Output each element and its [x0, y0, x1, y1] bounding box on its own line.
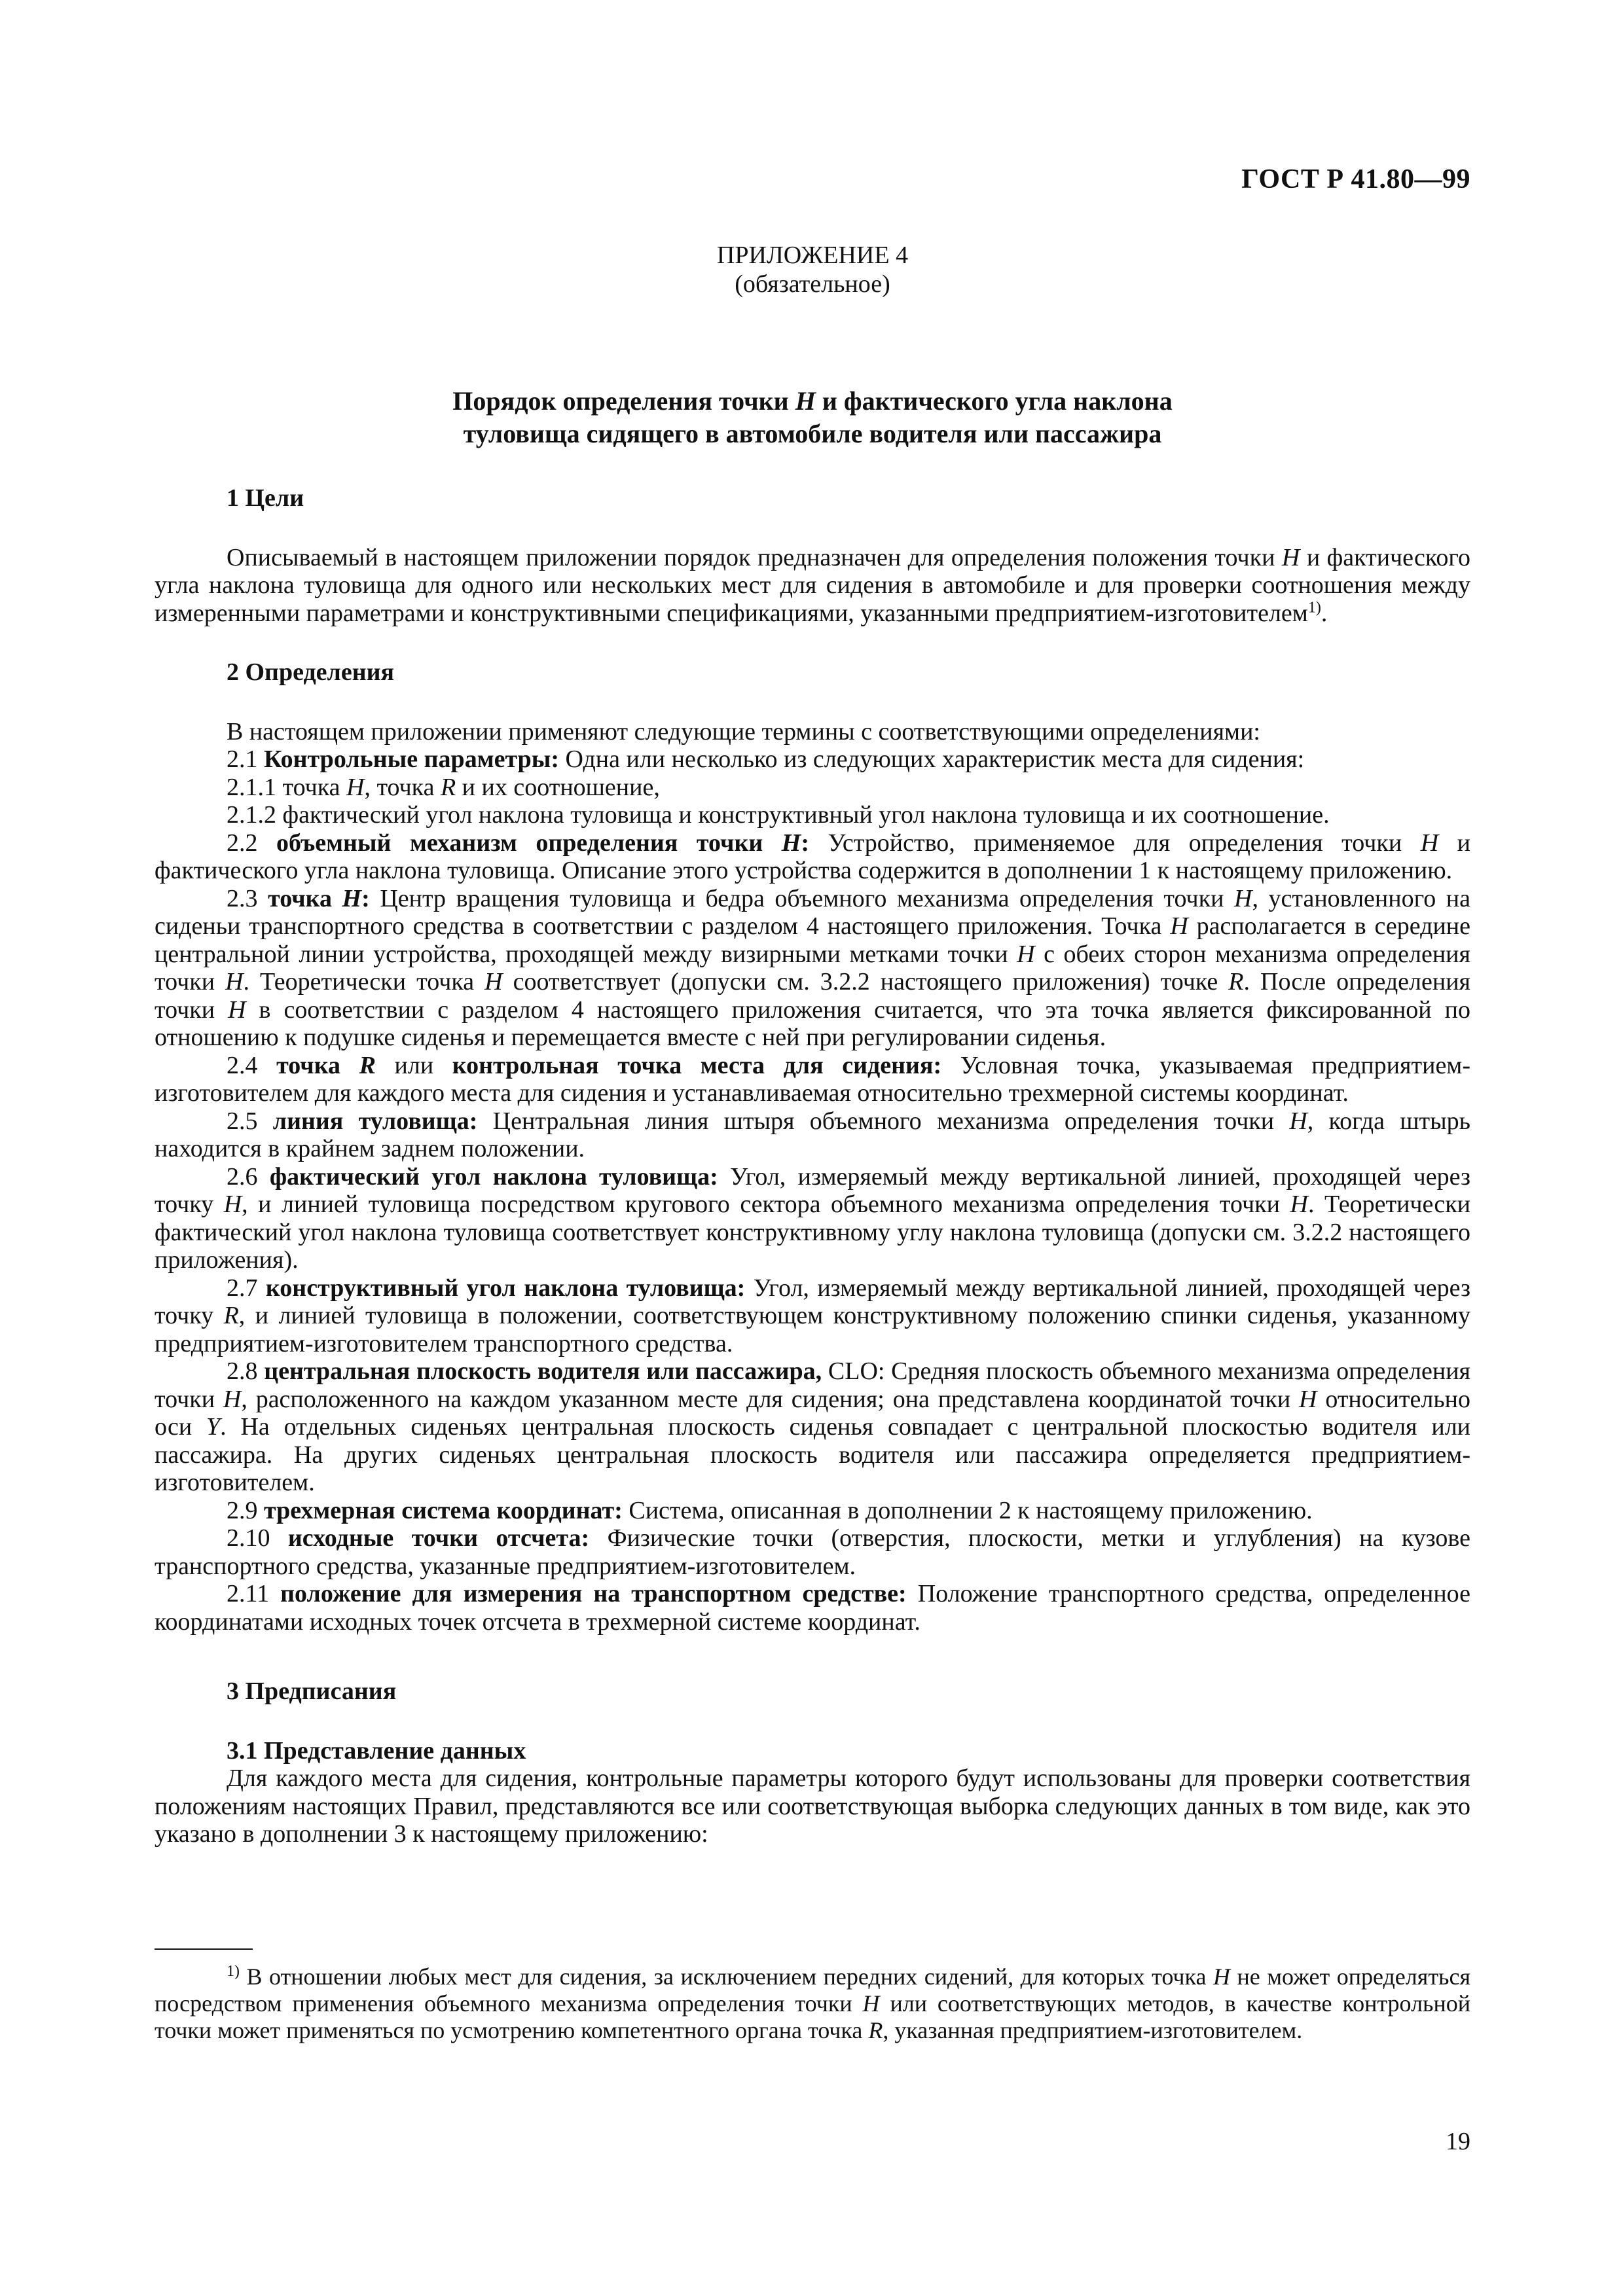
appendix-heading: [155, 241, 1470, 298]
definition-2-1: 2.1 Контрольные параметры: Одна или несколько из следующих характеристик места для сидения:: [227, 745, 1305, 773]
definition-2-10: 2.10 исходные точки отсчета: Физические точки (отверстия, плоскости, метки и углубления) на кузове транспортного средства, указанные предприятием-изготовителем.: [155, 1524, 1471, 1580]
document-title: [155, 385, 1470, 450]
title-line-2: туловища сидящего в автомобиле водителя или пассажира: [463, 419, 1162, 448]
definition-2-7: 2.7 конструктивный угол наклона туловища: Угол, измеряемый между вертикальной линией, проходящей через точку R, и линией туловища в положении, соответствующем конструктивному положению спинки сиденья, указанному предприятием-изготовителем транспортного средства.: [155, 1274, 1470, 1357]
definition-2-9: 2.9 трехмерная система координат: Система, описанная в дополнении 2 к настоящему приложению.: [227, 1496, 1313, 1524]
section-3-1-heading: 3.1 Представление данных: [227, 1736, 526, 1765]
document-code: ГОСТ Р 41.80—99: [1241, 164, 1470, 194]
section-2-intro: В настоящем приложении применяют следующие термины с соответствующими определениями:: [227, 717, 1260, 745]
document-page: [155, 0, 1470, 2296]
document-body: [155, 484, 1470, 1848]
definition-2-4: 2.4 точка R или контрольная точка места для сидения: Условная точка, указываемая предприятием-изготовителем для каждого места для сидения и устанавливаемая относительно трехмерной системы координат.: [155, 1051, 1471, 1107]
footnote-text: $^{1)}$ В отношении любых мест для сидения, за исключением передних сидений, для которых точка H не может определяться посредством применения объемного механизма определения точки H или соответствующих методов, в качестве контрольной точки может применяться по усмотрению компетентного органа точка R, указанная предприятием-изготовителем.: [155, 1963, 1471, 2043]
definition-2-3: 2.3 точка H: Центр вращения туловища и бедра объемного механизма определения точки H, установленного на сиденьи транспортного средства в соответствии с разделом 4 настоящего приложения. Точка H располагается в середине центральной линии устройства, проходящей между визирными метками точки H с обеих сторон механизма определения точки H. Теоретически точка H соответствует (допуски см. 3.2.2 настоящего приложения) точке R. После определения точки H в соответствии с разделом 4 настоящего приложения считается, что эта точка является фиксированной по отношению к подушке сиденья и перемещается вместе с ней при регулировании сиденья.: [155, 884, 1471, 1051]
definition-2-1-1: 2.1.1 точка H, точка R и их соотношение,: [227, 773, 660, 801]
section-3-1-paragraph: Для каждого места для сидения, контрольные параметры которого будут использованы для проверки соответствия положениям настоящих Правил, представляются все или соответствующая выборка следующих данных в том виде, как это указано в дополнении 3 к настоящему приложению:: [155, 1765, 1470, 1848]
definition-2-11: 2.11 положение для измерения на транспортном средстве: Положение транспортного средства, определенное координатами исходных точек отсчета в трехмерной системе координат.: [155, 1580, 1470, 1636]
definition-2-1-2: 2.1.2 фактический угол наклона туловища и конструктивный угол наклона туловища и их соотношение.: [227, 801, 1330, 829]
appendix-status: (обязательное): [735, 270, 890, 298]
definition-2-2: 2.2 объемный механизм определения точки H: Устройство, применяемое для определения точки H и фактического угла наклона туловища. Описание этого устройства содержится в дополнении 1 к настоящему приложению.: [155, 829, 1470, 884]
footnote: [155, 1964, 1470, 2044]
section-1-heading: 1 Цели: [227, 484, 304, 512]
definition-2-5: 2.5 линия туловища: Центральная линия штыря объемного механизма определения точки H, когда штырь находится в крайнем заднем положении.: [155, 1107, 1470, 1162]
section-1-paragraph: Описываемый в настоящем приложении порядок предназначен для определения положения точки H и фактического угла наклона туловища для одного или нескольких мест для сидения в автомобиле и для проверки соотношения между измеренными параметрами и конструктивными спецификациями, указанными предприятием-изготовителем$^{1)}$.: [155, 543, 1470, 627]
appendix-label: ПРИЛОЖЕНИЕ 4: [716, 242, 909, 269]
definition-2-6: 2.6 фактический угол наклона туловища: Угол, измеряемый между вертикальной линией, проходящей через точку H, и линией туловища посредством кругового сектора объемного механизма определения точки H. Теоретически фактический угол наклона туловища соответствует конструктивному углу наклона туловища (допуски см. 3.2.2 настоящего приложения).: [155, 1162, 1471, 1274]
title-line-1: Порядок определения точки H и фактического угла наклона: [452, 386, 1173, 416]
section-2-heading: 2 Определения: [227, 658, 395, 686]
section-3-heading: 3 Предписания: [227, 1677, 397, 1705]
page-number: 19: [1446, 2128, 1470, 2155]
footnote-divider: [155, 1948, 253, 1950]
definition-2-8: 2.8 центральная плоскость водителя или пассажира, CLO: Средняя плоскость объемного механизма определения точки H, расположенного на каждом указанном месте для сидения; она представлена координатой точки H относительно оси Y. На отдельных сиденьях центральная плоскость сиденья совпадает с центральной плоскостью водителя или пассажира. На других сиденьях центральная плоскость водителя или пассажира определяется предприятием-изготовителем.: [155, 1357, 1471, 1496]
